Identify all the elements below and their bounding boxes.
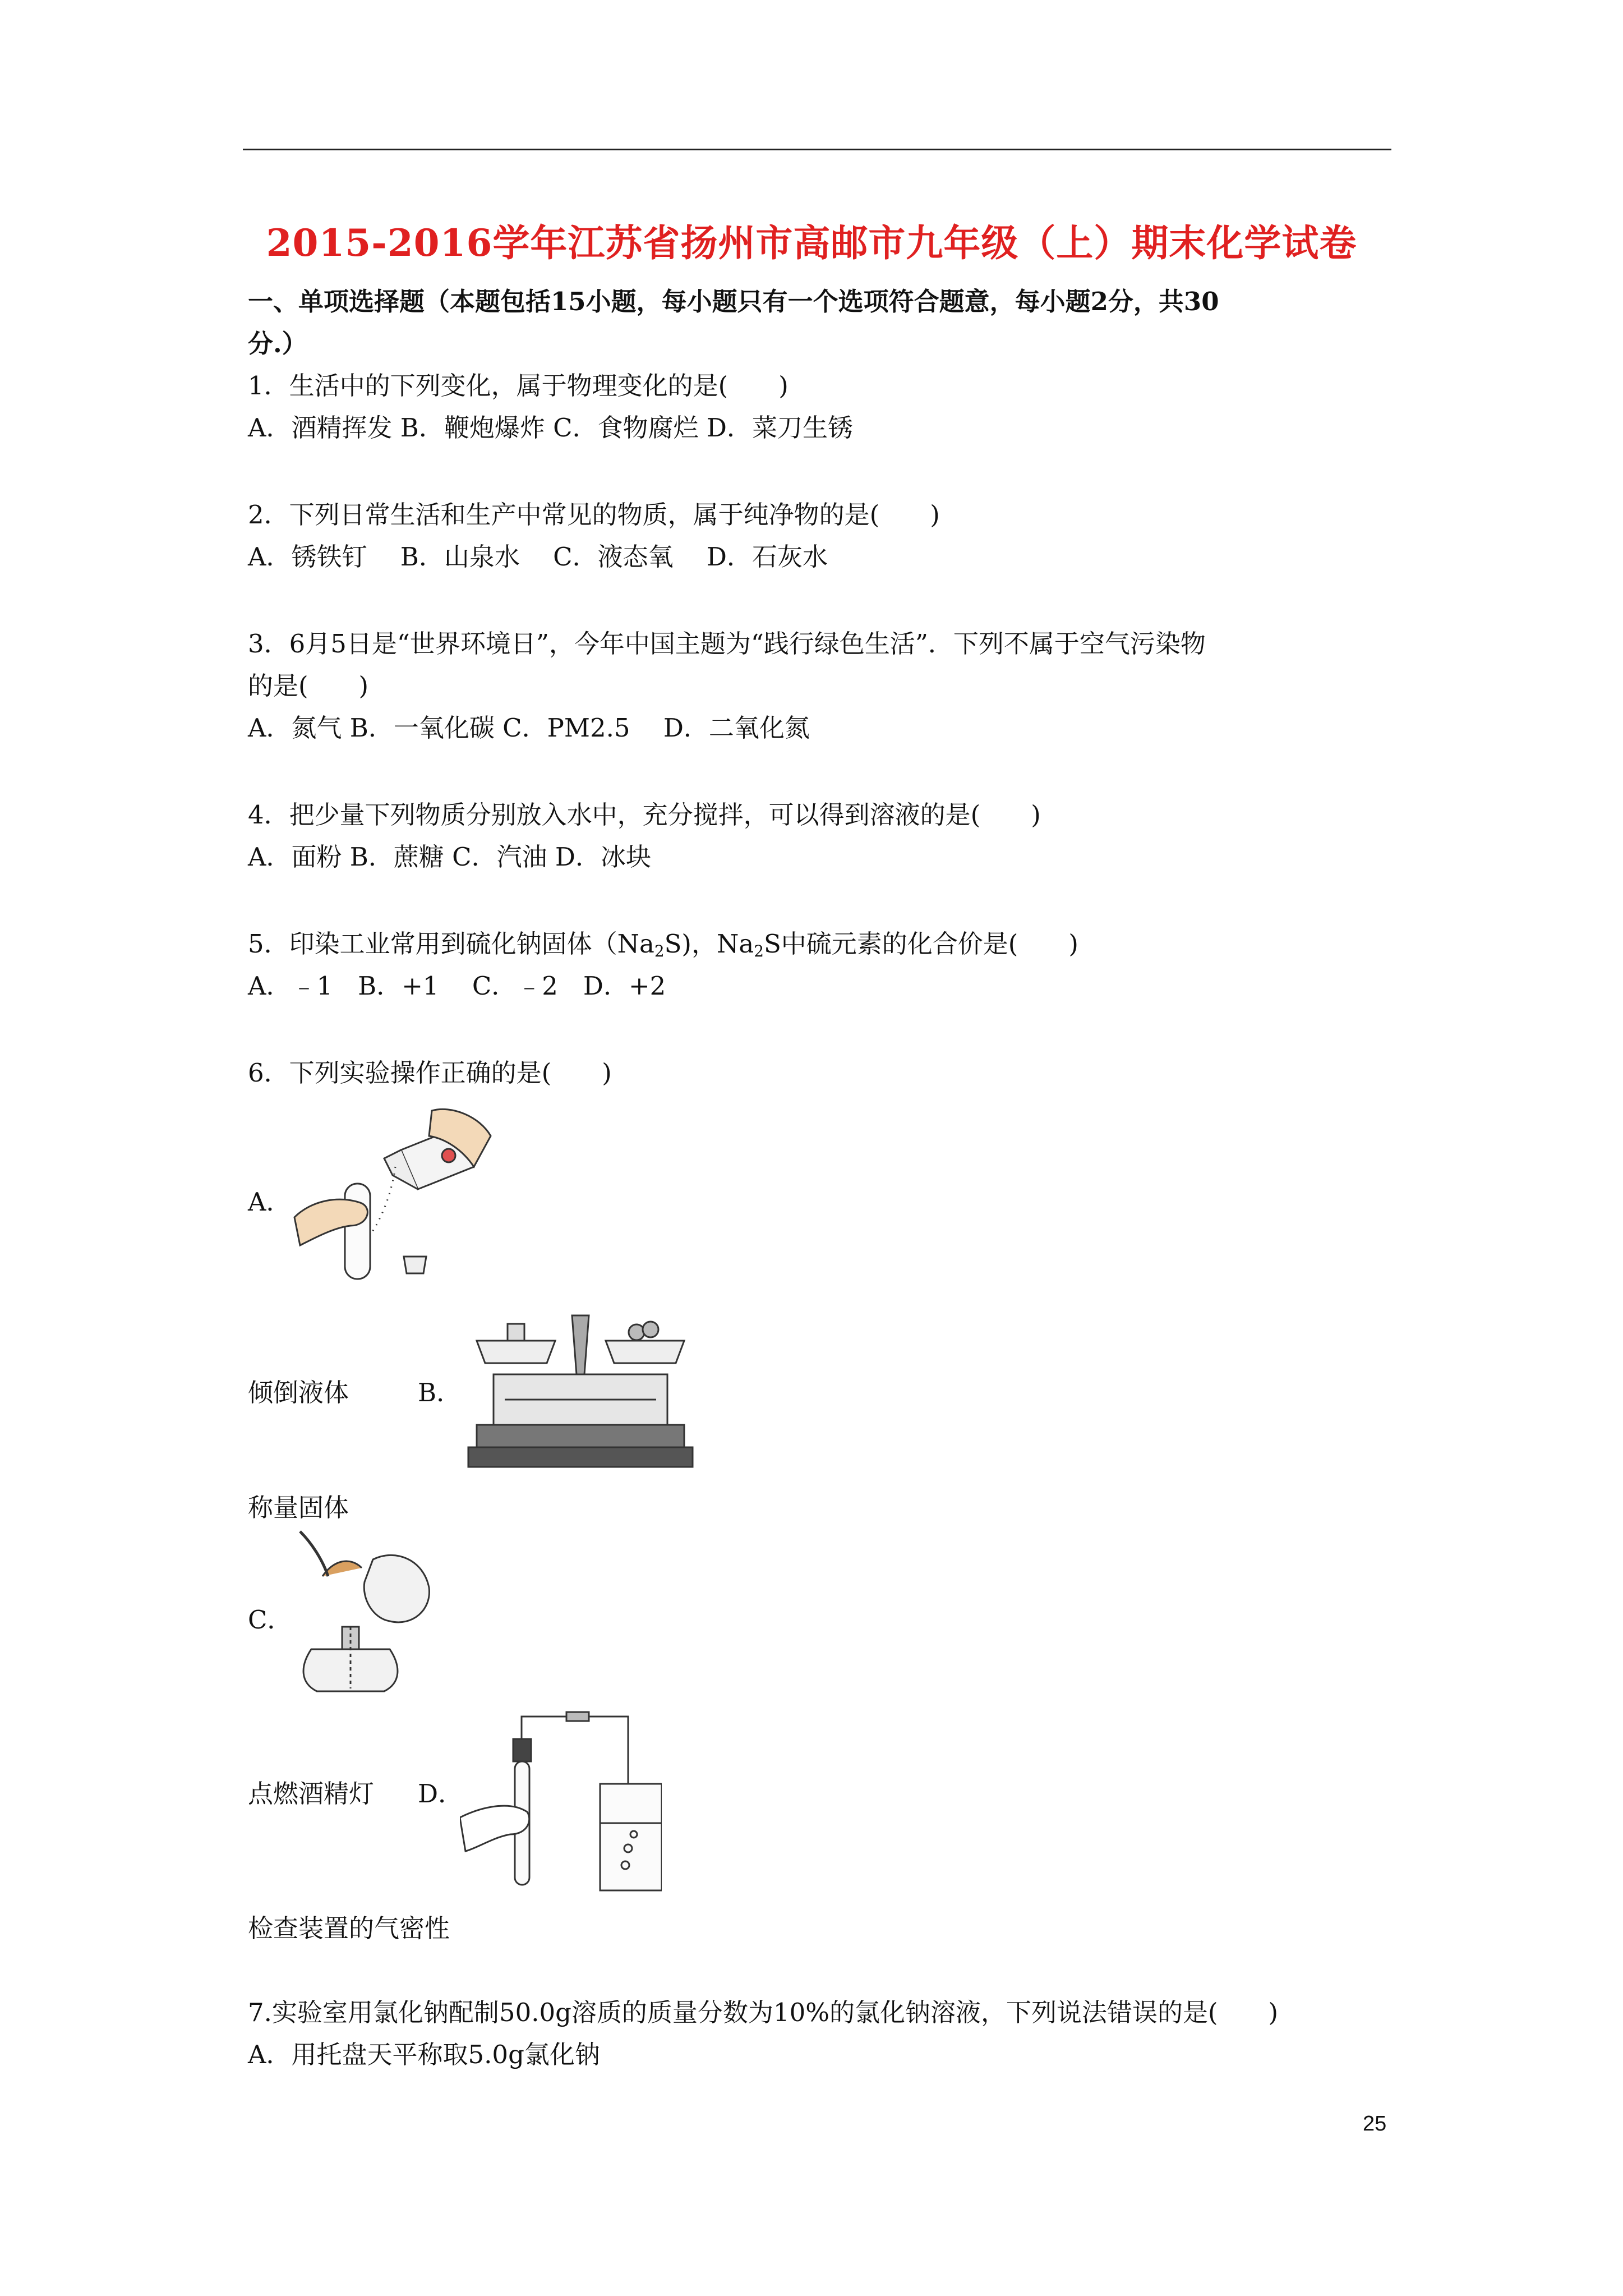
q5-stem: 5．印染工业常用到硫化钠固体$(Na_2S)$，$Na_2S$中硫元素的化合价是( ) (248, 929, 1078, 960)
q7-stem: 7.实验室用氯化钠配制50.0g溶质的质量分数为10%的氯化钠溶液，下列说法错误的是( ) (248, 1998, 1279, 2027)
pouring-liquid-figure (289, 1105, 513, 1296)
q6-option-d-caption: 检查装置的气密性 (248, 1913, 450, 1943)
balance-figure (460, 1307, 701, 1475)
q6-option-c-caption: 点燃酒精灯 (248, 1779, 375, 1809)
q3-options: A．氮气 B．一氧化碳 C．PM2.5 D．二氧化氮 (248, 713, 810, 743)
q6-option-d-label: D． (418, 1779, 464, 1809)
alcohol-lamp-figure (289, 1526, 440, 1705)
q3-stem-line1: 3．6月5日是“世界环境日”，今年中国主题为“践行绿色生活”．下列不属于空气污染物 (248, 629, 1206, 659)
q6-stem: 6．下列实验操作正确的是( ) (248, 1058, 612, 1088)
q2-options: A．锈铁钉 B．山泉水 C．液态氧 D．石灰水 (248, 542, 828, 572)
page-number: 25 (1363, 2112, 1387, 2136)
q6-option-b-label: B． (418, 1378, 462, 1407)
section-heading-line2: 分.） (248, 329, 307, 358)
q6-option-a-caption: 倾倒液体 (248, 1378, 349, 1407)
q1-options: A．酒精挥发 B．鞭炮爆炸 C．食物腐烂 D．菜刀生锈 (248, 413, 853, 443)
header-rule (243, 149, 1391, 150)
q4-options: A．面粉 B．蔗糖 C．汽油 D．冰块 (248, 842, 651, 872)
exam-title: 2015-2016学年江苏省扬州市高邮市九年级（上）期末化学试卷 (266, 221, 1357, 265)
q6-option-a-label: A． (248, 1187, 292, 1217)
airtightness-figure (460, 1705, 662, 1896)
q3-stem-line2: 的是( ) (248, 671, 369, 701)
section-heading-line1: 一、单项选择题（本题包括15小题，每小题只有一个选项符合题意，每小题2分，共30 (248, 287, 1219, 316)
q1-stem: 1．生活中的下列变化，属于物理变化的是( ) (248, 371, 789, 401)
q4-stem: 4．把少量下列物质分别放入水中，充分搅拌，可以得到溶液的是( ) (248, 800, 1041, 830)
q7-option-a: A．用托盘天平称取5.0g氯化钠 (248, 2040, 600, 2069)
q6-option-b-caption: 称量固体 (248, 1493, 349, 1522)
q2-stem: 2．下列日常生活和生产中常见的物质，属于纯净物的是( ) (248, 500, 940, 530)
q6-option-c-label: C． (248, 1605, 293, 1635)
q5-options: A．﹣1 B．+1 C．﹣2 D．+2 (248, 971, 666, 1001)
